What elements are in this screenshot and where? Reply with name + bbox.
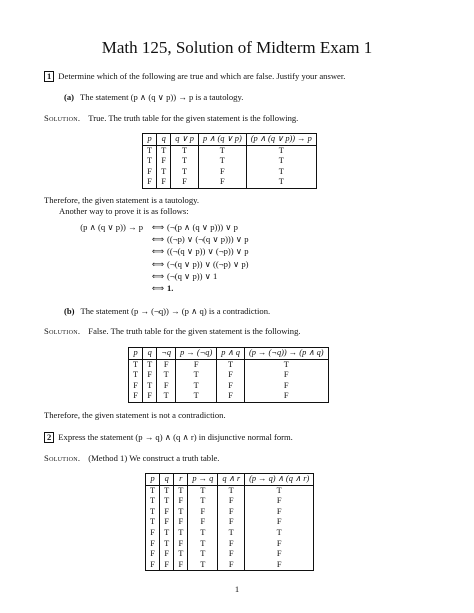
table-cell: T (143, 381, 157, 392)
table-cell: F (283, 391, 289, 401)
equivalence-derivation (66, 221, 249, 294)
table-cell: F (146, 560, 160, 571)
derivation-lhs (66, 258, 149, 270)
table-cell: F (171, 177, 199, 188)
derivation-step (66, 282, 249, 294)
table-header-cell: q ∧ r (218, 474, 245, 486)
table-cell: F (276, 506, 282, 516)
solution-label: Solution. (44, 113, 81, 123)
part-a-solution (44, 113, 298, 124)
table-header-cell: p ∧ (q ∨ p) (198, 134, 246, 146)
derivation-step (66, 221, 249, 233)
part-b-conclusion: Therefore, the given statement is not a contradiction. (44, 410, 226, 420)
table-cell: F (217, 391, 245, 402)
table-header-cell: r (174, 474, 188, 486)
derivation-lhs: (p ∧ (q ∨ p)) → p (80, 222, 143, 232)
table-row (146, 528, 314, 539)
table-cell: F (143, 370, 157, 381)
question-1-prompt: Determine which of the following are true and which are false. Justify your answer. (58, 71, 346, 81)
table-cell: T (157, 391, 176, 402)
table-cell: T (171, 156, 199, 167)
table-cell: F (160, 560, 174, 571)
table-cell: F (188, 517, 218, 528)
table-cell: T (278, 177, 284, 187)
table-header-cell: q (143, 348, 157, 360)
table-cell: T (176, 391, 217, 402)
page-number: 1 (234, 584, 240, 594)
table-header-cell: q (160, 474, 174, 486)
table-cell: F (218, 517, 245, 528)
table-cell: F (218, 560, 245, 571)
table-cell: F (160, 517, 174, 528)
table-cell: F (174, 539, 188, 550)
table-cell: T (276, 527, 282, 537)
table-cell: T (146, 496, 160, 507)
table-cell: F (129, 381, 143, 392)
table-cell: T (188, 560, 218, 571)
derivation-rhs: (¬(p ∧ (q ∨ p))) ∨ p (167, 222, 238, 232)
table-cell: T (217, 359, 245, 370)
part-a-conclusion: Therefore, the given statement is a tautology. (44, 195, 200, 205)
derivation-rhs: ((¬p) ∨ (¬(q ∨ p))) ∨ p (167, 234, 249, 245)
table-cell: F (188, 507, 218, 518)
table-cell: T (157, 145, 171, 156)
table-cell: F (276, 517, 282, 527)
table-cell: T (160, 496, 174, 507)
table-header-cell: p → (¬q) (176, 348, 217, 360)
table-cell: T (174, 485, 188, 496)
table-cell: T (143, 359, 157, 370)
table-row (146, 485, 314, 496)
part-a (64, 92, 243, 103)
equivalence-symbol: ⟺ (151, 270, 165, 281)
table-cell: F (276, 538, 282, 548)
table-row (146, 496, 314, 507)
truth-table-2 (128, 347, 329, 403)
table-header-cell: (p → (¬q)) → (p ∧ q) (248, 348, 324, 357)
table-cell: T (171, 167, 199, 178)
derivation-rhs: (¬(q ∨ p)) ∨ 1 (167, 270, 218, 281)
table-row (146, 539, 314, 550)
equivalence-symbol: ⟺ (151, 283, 165, 294)
question-2-solution (44, 453, 219, 464)
table-header-cell: (p ∧ (q ∨ p)) → p (250, 134, 312, 143)
table-cell: T (143, 145, 157, 156)
part-a-text: The statement (p ∧ (q ∨ p)) → p is a tautology. (80, 92, 244, 102)
table-cell: F (143, 177, 157, 188)
table-cell: F (146, 549, 160, 560)
table-cell: T (188, 549, 218, 560)
table-cell: F (218, 549, 245, 560)
table-cell: F (146, 539, 160, 550)
table-cell: T (198, 156, 246, 167)
table-header-cell: p ∧ q (217, 348, 245, 360)
table-cell: F (217, 370, 245, 381)
table-cell: F (276, 549, 282, 559)
derivation-rhs: (¬(q ∨ p)) ∨ ((¬p) ∨ p) (167, 258, 249, 269)
derivation-lhs (66, 270, 149, 282)
table-cell: T (188, 496, 218, 507)
table-header-cell: p → q (188, 474, 218, 486)
table-cell: T (198, 145, 246, 156)
table-cell: T (176, 370, 217, 381)
table-cell: F (143, 391, 157, 402)
table-cell: T (129, 359, 143, 370)
table-cell: T (283, 359, 289, 369)
part-b (64, 306, 270, 317)
table-row (129, 381, 329, 392)
question-number: 2 (44, 432, 54, 443)
derivation-step (66, 258, 249, 270)
table-row (146, 517, 314, 528)
page-title: Math 125, Solution of Midterm Exam 1 (101, 38, 373, 57)
table-cell: T (129, 370, 143, 381)
table-cell: T (176, 381, 217, 392)
truth-table-3 (145, 473, 314, 571)
table-cell: F (174, 517, 188, 528)
table-cell: T (146, 485, 160, 496)
table-header-cell: p (146, 474, 160, 486)
table-header-cell: (p → q) ∧ (q ∧ r) (249, 474, 310, 483)
table-row (143, 167, 317, 178)
part-a-solution-text: True. The truth table for the given statement is the following. (88, 113, 299, 123)
table-header-cell: q ∨ p (171, 134, 199, 146)
table-row (146, 560, 314, 571)
equivalence-symbol: ⟺ (151, 222, 165, 232)
table-cell: T (218, 528, 245, 539)
equivalence-symbol: ⟺ (151, 246, 165, 257)
table-cell: T (157, 167, 171, 178)
table-cell: F (217, 381, 245, 392)
table-cell: T (143, 156, 157, 167)
table-cell: T (278, 156, 284, 166)
derivation-step (66, 245, 249, 257)
table-cell: F (157, 381, 176, 392)
table-cell: F (157, 359, 176, 370)
table-cell: F (157, 156, 171, 167)
table-cell: F (160, 507, 174, 518)
table-cell: F (276, 559, 282, 569)
question-2 (44, 432, 293, 443)
table-cell: F (174, 560, 188, 571)
equivalence-symbol: ⟺ (151, 258, 165, 269)
table-header-cell: q (157, 134, 171, 146)
table-cell: T (188, 485, 218, 496)
table-row (143, 145, 317, 156)
derivation-lhs (66, 233, 149, 245)
table-cell: T (188, 528, 218, 539)
table-row (143, 177, 317, 188)
solution-label: Solution. (44, 326, 81, 336)
table-cell: F (218, 539, 245, 550)
table-row (143, 156, 317, 167)
table-cell: F (283, 380, 289, 390)
solution-label: Solution. (44, 453, 81, 463)
table-cell: F (146, 528, 160, 539)
table-cell: T (174, 549, 188, 560)
table-header-cell: p (143, 134, 157, 146)
table-cell: T (174, 507, 188, 518)
table-cell: T (160, 485, 174, 496)
table-cell: T (146, 507, 160, 518)
question-number: 1 (44, 71, 54, 82)
table-row (146, 549, 314, 560)
table-header-cell: ¬q (157, 348, 176, 360)
table-cell: F (218, 507, 245, 518)
table-cell: T (276, 485, 282, 495)
part-b-text: The statement (p → (¬q)) → (p ∧ q) is a contradiction. (80, 306, 271, 316)
table-cell: F (129, 391, 143, 402)
table-cell: T (171, 145, 199, 156)
derivation-rhs: 1. (167, 283, 174, 294)
part-b-solution-text: False. The truth table for the given statement is the following. (88, 326, 301, 336)
table-cell: T (157, 370, 176, 381)
derivation-rhs: ((¬(q ∨ p)) ∨ (¬p)) ∨ p (167, 246, 249, 257)
derivation-step (66, 270, 249, 282)
question-2-prompt: Express the statement (p → q) ∧ (q ∧ r) in disjunctive normal form. (58, 432, 293, 442)
table-cell: F (143, 167, 157, 178)
derivation-step (66, 233, 249, 245)
table-cell: T (146, 517, 160, 528)
table-cell: T (278, 166, 284, 176)
table-row (129, 391, 329, 402)
table-cell: F (283, 370, 289, 380)
table-cell: T (160, 528, 174, 539)
table-cell: F (198, 167, 246, 178)
question-1 (44, 71, 345, 82)
part-a-label: (a) (64, 92, 75, 102)
table-cell: F (176, 359, 217, 370)
part-b-label: (b) (64, 306, 75, 316)
table-cell: F (276, 496, 282, 506)
table-row (129, 359, 329, 370)
table-row (146, 507, 314, 518)
question-2-solution-text: (Method 1) We construct a truth table. (88, 453, 220, 463)
table-row (129, 370, 329, 381)
table-cell: F (218, 496, 245, 507)
derivation-lhs (66, 245, 149, 257)
table-cell: T (218, 485, 245, 496)
table-cell: T (160, 539, 174, 550)
part-a-another-way: Another way to prove it is as follows: (59, 206, 189, 216)
table-cell: T (278, 145, 284, 155)
table-cell: F (157, 177, 171, 188)
truth-table-1 (142, 133, 317, 189)
equivalence-symbol: ⟺ (151, 234, 165, 245)
table-cell: T (174, 528, 188, 539)
part-b-solution (44, 326, 301, 337)
table-cell: F (174, 496, 188, 507)
table-cell: F (198, 177, 246, 188)
derivation-lhs (66, 282, 149, 294)
table-header-cell: p (129, 348, 143, 360)
table-cell: T (188, 539, 218, 550)
table-cell: F (160, 549, 174, 560)
